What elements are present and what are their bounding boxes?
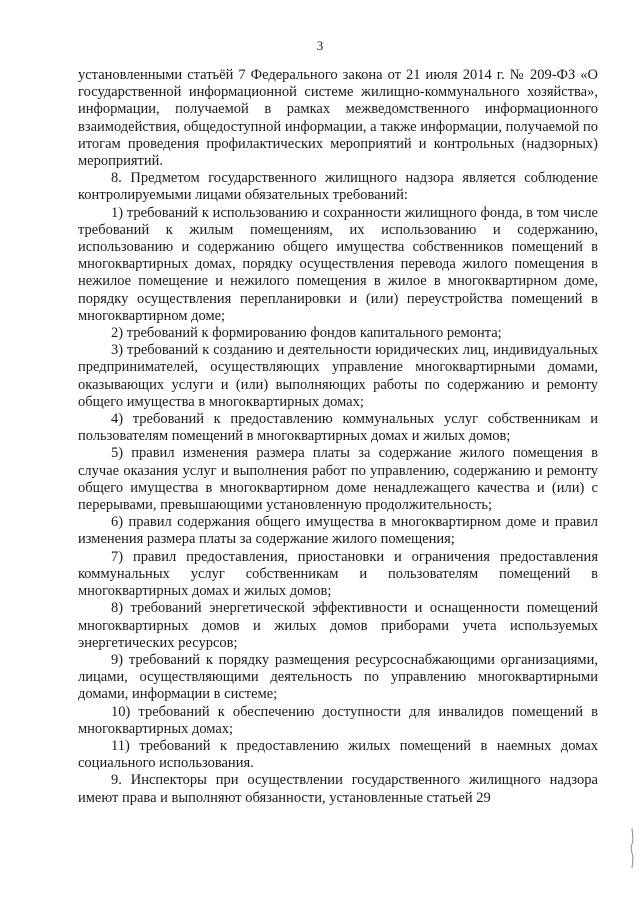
paragraph-continuation: установленными статьёй 7 Федерального закона от 21 июля 2014 г. № 209-ФЗ «О государственной информационной системе жилищно-коммунального хозяйства», информации, получаемой в рамках межведомственного информационного взаимодействия, общедоступной информации, а также информации, получаемой по итогам проведения профилактических мероприятий и контрольных (надзорных) мероприятий. <box>78 67 598 170</box>
list-item-9: 9) требований к порядку размещения ресурсоснабжающими организациями, лицами, осуществляющими деятельность по управлению многоквартирными домами, информации в системе; <box>78 651 598 703</box>
list-item-4: 4) требований к предоставлению коммунальных услуг собственникам и пользователям помещений в многоквартирных домах и жилых домов; <box>78 411 598 445</box>
scan-mark <box>628 828 636 868</box>
page-number: 3 <box>316 38 324 53</box>
list-item-10: 10) требований к обеспечению доступности для инвалидов помещений в многоквартирных домах; <box>78 703 598 737</box>
list-item-1: 1) требований к использованию и сохранности жилищного фонда, в том числе требований к жилым помещениям, их использованию и содержанию, использованию и содержанию общего имущества собственников помещений в многоквартирных домах, порядку осуществления перевода жилого помещения в нежилое помещение и нежилого помещения в жилое в многоквартирном доме, порядку осуществления перепланировки и (или) переустройства помещений в многоквартирном доме; <box>78 204 598 324</box>
paragraph-9: 9. Инспекторы при осуществлении государственного жилищного надзора имеют права и выполняют обязанности, установленные статьей 29 <box>78 772 598 806</box>
document-body <box>78 67 598 807</box>
list-item-2: 2) требований к формированию фондов капитального ремонта; <box>111 325 502 342</box>
list-item-8: 8) требований энергетической эффективности и оснащенности помещений многоквартирных домов и жилых домов приборами учета используемых энергетических ресурсов; <box>78 600 598 651</box>
list-item-5: 5) правил изменения размера платы за содержание жилого помещения в случае оказания услуг и выполнения работ по управлению, содержанию и ремонту общего имущества в многоквартирном доме ненадлежащего качества и (или) с перерывами, превышающими установленную продолжительность; <box>78 445 598 514</box>
paragraph-8: 8. Предметом государственного жилищного надзора является соблюдение контролируемыми лицами обязательных требований: <box>78 170 598 204</box>
list-item-7: 7) правил предоставления, приостановки и ограничения предоставления коммунальных услуг собственникам и пользователям помещений в многоквартирных домах и жилых домов; <box>78 548 598 600</box>
list-item-11: 11) требований к предоставлению жилых помещений в наемных домах социального использования. <box>78 737 598 772</box>
list-item-6: 6) правил содержания общего имущества в многоквартирном доме и правил изменения размера платы за содержание жилого помещения; <box>78 514 598 548</box>
list-item-3: 3) требований к созданию и деятельности юридических лиц, индивидуальных предпринимателей, осуществляющих управление многоквартирными домами, оказывающих услуги и (или) выполняющих работы по содержанию и ремонту общего имущества в многоквартирных домах; <box>78 342 598 410</box>
